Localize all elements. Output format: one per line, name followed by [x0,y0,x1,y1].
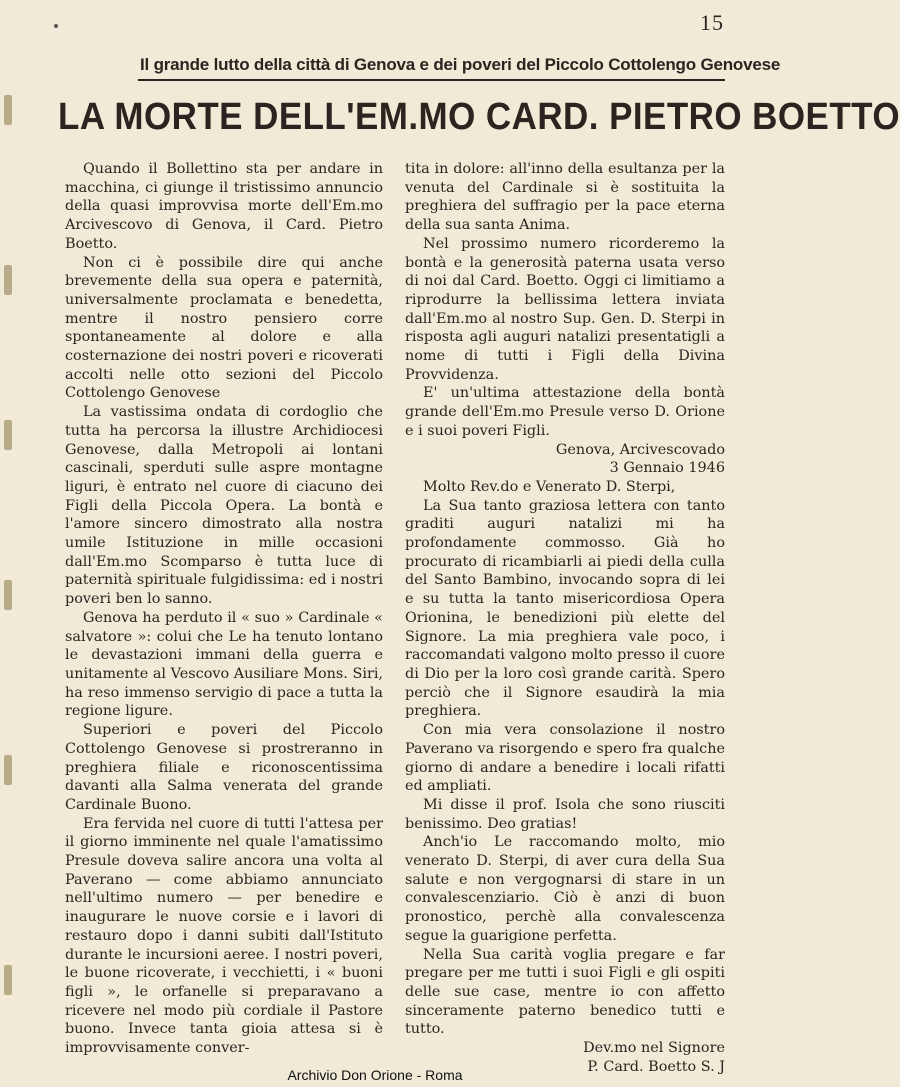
paragraph: Quando il Bollettino sta per andare in macchina, ci giunge il tristissimo annuncio della quasi improvvisa morte dell'Em.mo Arcivescovo di Genova, il Card. Pietro Boetto. [65,161,383,252]
letter-salutation: Molto Rev.do e Venerato D. Sterpi, [423,478,676,495]
page-number: 15 [700,10,724,35]
binding-hole [4,580,12,610]
paragraph-continuation: tita in dolore: all'inno della esultanza per la venuta del Cardinale si è sostituita la preghiera del suffragio per la pace eterna della sua santa Anima. [405,161,725,234]
letter-paragraph: Nella Sua carità voglia pregare e far pregare per me tutti i suoi Figli e gli ospiti delle sue case, mentre io con affetto sinceramente paterno benedico tutti e tutto. [405,946,725,1038]
letter-paragraph: Mi disse il prof. Isola che sono riusciti benissimo. Deo gratias! [405,796,725,832]
paragraph: Non ci è possibile dire qui anche brevemente della sua opera e paternità, universalmente proclamata e benedetta, mentre il nostro pensiero corre spontaneamente al dolore e alla costernazione dei nostri poveri e ricoverati accolti nelle otto sezioni del Piccolo Cottolengo Genovese [65,254,383,402]
paragraph: Era fervida nel cuore di tutti l'attesa per il giorno imminente nel quale l'amatissimo Presule doveva salire ancora una volta al Paverano — come abbiamo annunciato nell'ultimo numero — per benedire e inaugurare le nuove corsie e i lavori di restauro dopo i danni subiti dall'Istituto durante le incursioni aeree. I nostri poveri, le buone ricoverate, i vecchietti, i « buoni figli », le orfanelle si preparavano a ricevere nel modo più cordiale il Pastore buono. Invece tanta gioia attesa si è improvvisamente conver- [65,815,383,1057]
letter-dateline: Genova, Arcivescovado [555,441,725,458]
paragraph: Nel prossimo numero ricorderemo la bontà e la generosità paterna usata verso di noi dal Card. Boetto. Oggi ci limitiamo a riprodurre la bellissima lettera inviata dall'Em.mo al nostro Sup. Gen. D. Sterpi in risposta agli auguri natalizi presentatigli a nome di tutti i Figli della Divina Provvidenza. [405,235,725,383]
binding-hole [4,965,12,995]
letter-signature: P. Card. Boetto S. J [587,1058,725,1075]
binding-hole [4,420,12,450]
kicker-underline [138,79,725,81]
paragraph: Superiori e poveri del Piccolo Cottolengo Genovese si prostreranno in preghiera filiale e riconoscentissima davanti alla Salma venerata del grande Cardinale Buono. [65,722,383,813]
binding-hole [4,265,12,295]
paragraph: E' un'ultima attestazione della bontà grande dell'Em.mo Presule verso D. Orione e i suoi poveri Figli. [405,385,725,439]
left-column [65,160,383,1058]
letter-date: 3 Gennaio 1946 [609,460,725,477]
paragraph: La vastissima ondata di cordoglio che tutta ha percorsa la illustre Archidiocesi Genovese, dalla Metropoli ai lontani cascinali, sperduti sulle aspre montagne liguri, è entrato nel cuore di ciacuno dei Figli della Piccola Opera. La bontà e l'amore sincero dimostrato alla nostra umile Istituzione in mille occasioni dall'Em.mo Scomparso è tutta luce di paternità spirituale fulgidissima: ed i nostri poveri ben lo sanno. [65,404,383,608]
binding-hole [4,755,12,785]
letter-paragraph: Con mia vera consolazione il nostro Paverano va risorgendo e spero fra qualche giorno di andare a benedire i locali rifatti ed ampliati. [405,722,725,795]
letter-paragraph: Anch'io Le raccomando molto, mio venerato D. Sterpi, di aver cura della Sua salute e non vergognarsi di stare in un convalescenziario. Ciò è anzi di buon pronostico, perchè alla convalescenza segue la guarigione perfetta. [405,834,725,944]
letter-closing: Dev.mo nel Signore [583,1040,725,1057]
article-headline: LA MORTE DELL'EM.MO CARD. PIETRO BOETTO [58,96,900,138]
archive-footer: Archivio Don Orione - Roma [287,1067,463,1083]
page-speck [54,24,58,28]
binding-hole [4,95,12,125]
kicker-headline: Il grande lutto della città di Genova e dei poveri del Piccolo Cottolengo Genovese [140,55,781,74]
paragraph: Genova ha perduto il « suo » Cardinale « salvatore »: colui che Le ha tenuto lontano le devastazioni immani della guerra e unitamente al Vescovo Ausiliare Mons. Siri, ha reso immenso servigio di pace a tutta la regione ligure. [65,609,383,720]
right-column [405,160,725,1076]
letter-paragraph: La Sua tanto graziosa lettera con tanto graditi auguri natalizi mi ha profondamente commosso. Già ho procurato di ricambiarli ai piedi della culla del Santo Bambino, invocando sopra di lei e su tutta la tanto misericordiosa Opera Orionina, le benedizioni più elette del Signore. La mia preghiera vale poco, i raccomandati valgono molto presso il cuore di Dio per la loro così grande carità. Spero perciò che il Signore esaudirà la mia preghiera. [405,497,725,720]
